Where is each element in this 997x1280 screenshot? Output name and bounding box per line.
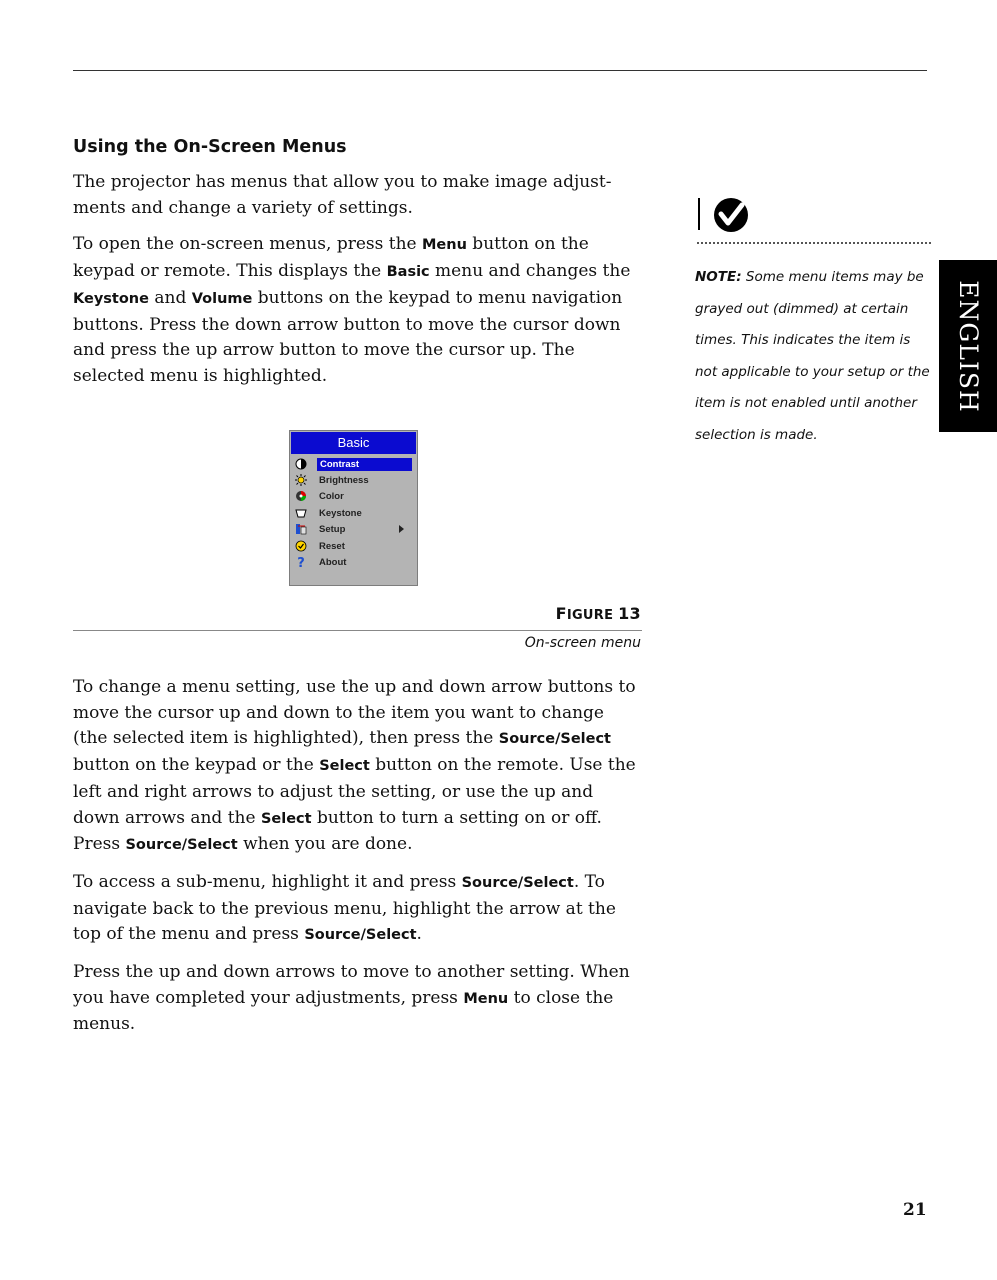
note-dotted-rule [697,242,931,244]
figure-caption: On-screen menu [524,635,641,651]
header-rule [73,70,927,71]
color-icon [295,490,307,502]
intro-text [73,170,643,401]
language-tab: ENGLISH [939,260,997,432]
osd-item-about: ? About [292,555,414,570]
paragraph: The projector has menus that allow you to make image adjust-ments and change a variety of settings. [73,172,612,218]
reset-icon [295,540,307,552]
submenu-arrow-icon [399,525,404,533]
osd-item-contrast: Contrast [292,457,414,472]
contrast-icon [295,458,307,470]
paragraph: To open the on-screen menus, press the Menu button on the keypad or remote. This displays the Basic menu and changes the Keystone and Volume buttons on the keypad to menu navigation buttons. Press the down arrow button to move the cursor down and press the up arrow button to move the cursor up. The selected menu is highlighted. [73,234,631,386]
paragraph: Press the up and down arrows to move to another setting. When you have completed your adjustments, press Menu to close the menus. [73,962,630,1035]
osd-item-reset: Reset [292,539,414,554]
keyword-select: Select [319,758,370,775]
keyword-menu: Menu [463,990,509,1007]
note-checkmark-icon [697,196,753,234]
keystone-icon [295,507,307,519]
setup-icon [295,523,307,535]
osd-item-keystone: Keystone [292,506,414,521]
keyword-menu: Menu [421,237,467,254]
section-heading: Using the On-Screen Menus [73,137,347,157]
osd-item-brightness: Brightness [292,473,414,488]
side-note: NOTE: Some menu items may be grayed out (dimmed) at certain times. This indicates the item is not applicable to your setup or the item is not enabled until another selection is made. [695,269,930,443]
page-number: 21 [903,1200,927,1220]
keyword-keystone: Keystone [73,290,149,307]
sun-icon [295,474,307,486]
keyword-source-select: Source/Select [125,837,238,854]
keyword-source-select: Source/Select [461,874,574,891]
osd-item-setup: Setup [292,522,414,537]
osd-item-color: Color [292,489,414,504]
keyword-volume: Volume [191,290,253,307]
keyword-basic: Basic [386,264,430,281]
question-icon [295,556,307,568]
keyword-source-select: Source/Select [498,731,611,748]
paragraph: To change a menu setting, use the up and down arrow buttons to move the cursor up and down to the item you want to change (the selected item is highlighted), then press the Source/Select button on the keypad or the Select button on the remote. Use the left and right arrows to adjust the setting, or use the up and down arrows and the Select button to turn a setting on or off. Press Source/Select when you are done. [73,677,636,855]
figure-rule [73,630,642,631]
keyword-source-select: Source/Select [304,927,417,944]
osd-menu-figure [289,430,418,586]
instructions-text [73,675,643,1049]
figure-label: FIGURE 13 [555,604,641,623]
paragraph: To access a sub-menu, highlight it and press Source/Select. To navigate back to the previous menu, highlight the arrow at the top of the menu and press Source/Select. [73,871,616,945]
svg-text:?: ? [297,556,305,568]
osd-menu-title: Basic [291,432,416,454]
keyword-select: Select [260,810,312,827]
